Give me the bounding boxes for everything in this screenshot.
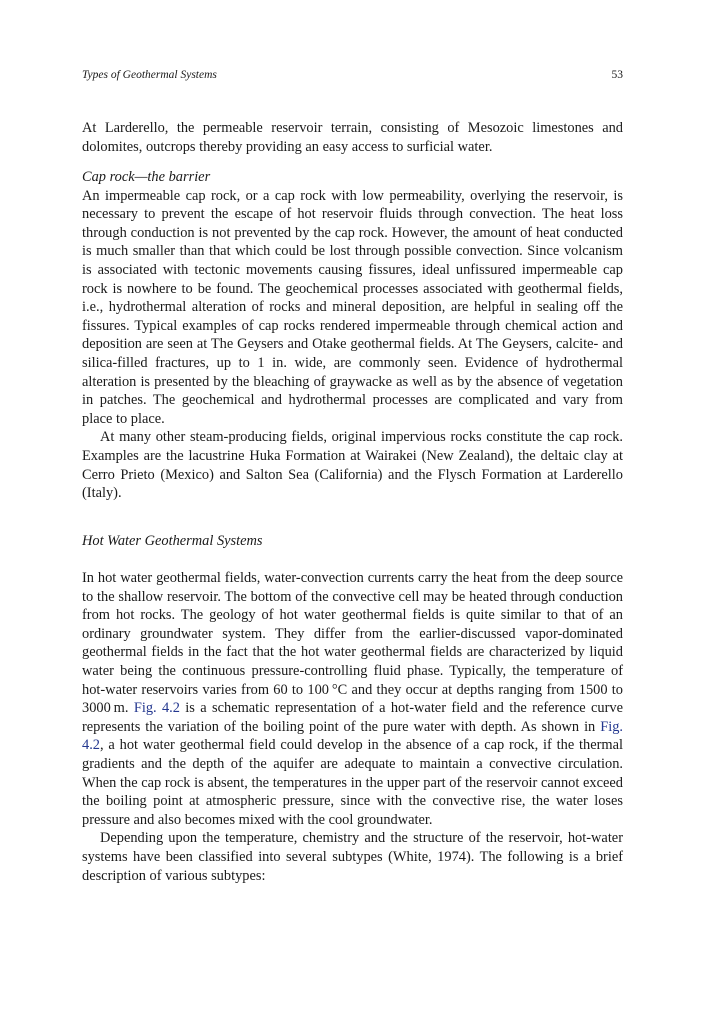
running-title: Types of Geothermal Systems <box>82 69 217 81</box>
hot-water-heading: Hot Water Geothermal Systems <box>82 533 263 549</box>
figure-reference-link[interactable]: Fig. 4.2 <box>133 700 180 717</box>
hot-water-paragraph-2: Depending upon the temperature, chemistry and the structure of the reservoir, hot-water systems have been classified into several subtypes (White, 1974). The following is a brief description of various subtypes: <box>82 830 623 884</box>
hot-water-body <box>82 569 623 885</box>
intro-paragraph: At Larderello, the permeable reservoir terrain, consisting of Mesozoic limestones and dolomites, outcrops thereby providing an easy access to surficial water. <box>82 120 623 155</box>
hot-water-p1-text-a: In hot water geothermal fields, water-convection currents carry the heat from the deep source to the shallow reservoir. The bottom of the convective cell may be heated through conduction from hot rocks. The geology of hot water geothermal fields is quite similar to that of an ordinary groundwater system. They differ from the earlier-discussed vapor-dominated geothermal fields in the fact that the hot water geothermal fields are characterized by liquid water being the continuous pressure-controlling fluid phase. Typically, the temperature of hot-water reservoirs varies from 60 to 100 °C and they occur at depths ranging from 1500 to 3000 m. <box>82 570 623 717</box>
hot-water-p1-text-c: , a hot water geothermal field could develop in the absence of a cap rock, if the thermal gradients and the depth of the aquifer are adequate to maintain a convective circulation. When the cap rock is absent, the temperatures in the upper part of the reservoir cannot exceed the boiling point at atmospheric pressure, since with the convective rise, the water loses pressure and also becomes mixed with the cool groundwater. <box>82 737 623 828</box>
cap-rock-heading: Cap rock—the barrier <box>82 169 211 185</box>
cap-rock-paragraph-1: An impermeable cap rock, or a cap rock with low permeability, overlying the reservoir, is necessary to prevent the escape of hot reservoir fluids through convection. The heat loss through conduction is not prevented by the cap rock. However, the amount of heat conducted is much smaller than that which could be lost through possible convection. Since volcanism is associated with tectonic movements causing fissures, ideal unfissured impermeable cap rock is nowhere to be found. The geochemical processes associated with geothermal fields, i.e., hydrothermal alteration of rocks and mineral deposition, are helpful in sealing off the fissures. Typical examples of cap rocks rendered impermeable through chemical action and deposition are seen at The Geysers and Otake geothermal fields. At The Geysers, calcite- and silica-filled fractures, up to 1 in. wide, are commonly seen. Evidence of hydrothermal alteration is presented by the bleaching of graywacke as well as by the absence of vegetation in patches. The geochemical and hydrothermal processes are complicated and vary from place to place. <box>82 187 623 427</box>
cap-rock-section <box>82 168 623 503</box>
hot-water-section <box>82 532 623 551</box>
figure-reference-link[interactable]: Fig. 4.2 <box>82 718 623 754</box>
hot-water-paragraph-1 <box>82 569 623 829</box>
running-header <box>82 67 623 83</box>
cap-rock-paragraph-2: At many other steam-producing fields, original impervious rocks constitute the cap rock. Examples are the lacustrine Huka Formation at Wairakei (New Zealand), the deltaic clay at Cerro Prieto (Mexico) and Salton Sea (California) and the Flysch Formation at Larderello (Italy). <box>82 429 623 502</box>
intro-section <box>82 119 623 156</box>
page-number: 53 <box>611 69 623 81</box>
hot-water-p1-text-b: is a schematic representation of a hot-water field and the reference curve represents the variation of the boiling point of the pure water with depth. As shown in <box>82 700 623 735</box>
